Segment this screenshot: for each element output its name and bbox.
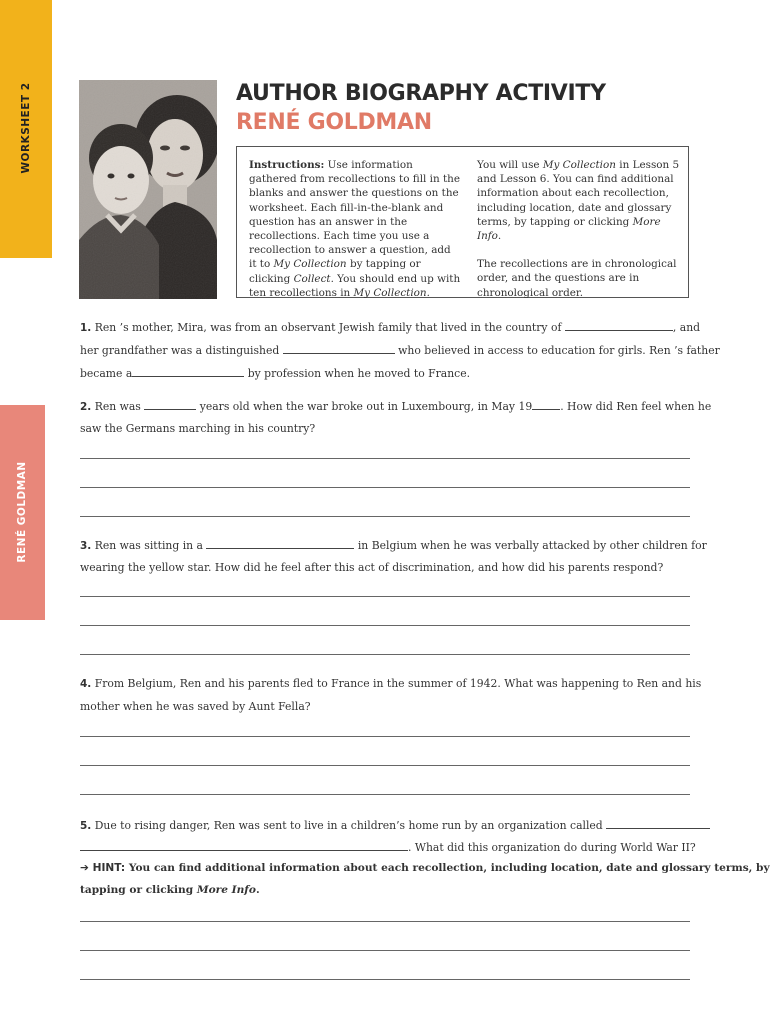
question-text: her grandfather was a distinguished xyxy=(80,344,283,357)
question-text: . What did this organization do during World War II? xyxy=(408,841,696,854)
question-5-line-1 xyxy=(80,818,710,832)
blank-profession-father[interactable] xyxy=(132,366,244,377)
answer-line[interactable] xyxy=(80,765,690,766)
question-text: became a xyxy=(80,367,133,380)
question-2-line-1 xyxy=(80,399,711,413)
question-4-line-1 xyxy=(80,677,701,690)
arrow-right-icon: ➔ xyxy=(80,862,89,874)
blank-country[interactable] xyxy=(565,320,673,331)
instructions-emphasis: Collect xyxy=(293,272,331,285)
answer-line[interactable] xyxy=(80,487,690,488)
page-subtitle: RENÉ GOLDMAN xyxy=(236,110,432,135)
instructions-text: Use information gathered from recollections to fill in the blanks and answer the questions on the worksheet. Each fill-in-the-blank and question has an answer in the recollections. Each time you use a recollection to answer a question, add it to xyxy=(249,159,460,271)
question-text: in Belgium when he was verbally attacked by other children for xyxy=(354,539,707,552)
answer-line[interactable] xyxy=(80,794,690,795)
instructions-paragraph xyxy=(477,158,682,243)
hint-text: You can find additional information about each recollection, including location, date and glossary terms, by xyxy=(125,862,770,874)
question-number: 4. xyxy=(80,678,92,690)
hint-line-2 xyxy=(80,884,260,896)
answer-line[interactable] xyxy=(80,625,690,626)
question-text: Ren ’s mother, Mira, was from an observant Jewish family that lived in the country of xyxy=(91,321,565,334)
instructions-text: You will use xyxy=(477,159,543,171)
worksheet-tab xyxy=(0,0,52,258)
question-number: 5. xyxy=(80,820,92,832)
instructions-text: by tapping or clicking xyxy=(249,258,421,285)
answer-line[interactable] xyxy=(80,950,690,951)
answer-line[interactable] xyxy=(80,458,690,459)
instructions-box xyxy=(236,146,689,298)
page-title: AUTHOR BIOGRAPHY ACTIVITY xyxy=(236,81,606,106)
answer-line[interactable] xyxy=(80,516,690,517)
question-text: Ren was xyxy=(91,400,145,413)
blank-year[interactable] xyxy=(532,399,560,410)
blank-profession-grandfather[interactable] xyxy=(283,343,395,354)
instructions-emphasis: My Collection xyxy=(542,159,616,171)
question-1-line-1 xyxy=(80,320,700,334)
question-text: who believed in access to education for girls. Ren ’s father xyxy=(394,344,720,357)
question-1-line-2 xyxy=(80,343,720,357)
question-number: 3. xyxy=(80,540,92,552)
question-number: 1. xyxy=(80,322,92,334)
instructions-text: . xyxy=(497,230,502,243)
hint-line-1 xyxy=(80,862,770,874)
answer-line[interactable] xyxy=(80,921,690,922)
name-tab-label: RENÉ GOLDMAN xyxy=(16,461,28,563)
question-text: From Belgium, Ren and his parents fled to France in the summer of 1942. What was happening to Ren and his xyxy=(91,677,702,690)
question-3-line-2: wearing the yellow star. How did he feel after this act of discrimination, and how did his parents respond? xyxy=(80,561,664,574)
question-4-line-2: mother when he was saved by Aunt Fella? xyxy=(80,700,311,713)
instructions-paragraph: The recollections are in chronological order, and the questions are in chronological order. xyxy=(477,258,677,299)
question-text: Ren was sitting in a xyxy=(91,539,207,552)
blank-place[interactable] xyxy=(206,538,354,549)
instructions-emphasis: More Info xyxy=(477,215,661,243)
hint-label: HINT: xyxy=(92,862,126,874)
hint-text: . xyxy=(255,884,260,896)
answer-line[interactable] xyxy=(80,979,690,980)
instructions-label: Instructions: xyxy=(249,159,325,171)
name-tab xyxy=(0,405,45,620)
answer-line[interactable] xyxy=(80,654,690,655)
author-photo xyxy=(79,80,217,299)
instructions-column-1 xyxy=(249,158,461,300)
question-text: years old when the war broke out in Luxembourg, in May 19 xyxy=(196,400,533,413)
hint-emphasis: More Info xyxy=(196,884,256,896)
answer-line[interactable] xyxy=(80,596,690,597)
answer-line[interactable] xyxy=(80,736,690,737)
blank-organization[interactable] xyxy=(606,818,710,829)
question-1-line-3 xyxy=(80,366,470,380)
instructions-emphasis: My Collection xyxy=(273,258,347,271)
question-number: 2. xyxy=(80,401,92,413)
question-text: Due to rising danger, Ren was sent to live in a children’s home run by an organization called xyxy=(91,819,607,832)
question-3-line-1 xyxy=(80,538,707,552)
instructions-text: . You should end up with ten recollections in xyxy=(249,272,461,299)
worksheet-tab-label: WORKSHEET 2 xyxy=(20,82,32,174)
instructions-emphasis: My Collection xyxy=(353,286,427,299)
blank-organization-continued[interactable] xyxy=(80,840,408,851)
question-text: . How did Ren feel when he xyxy=(560,400,712,413)
instructions-column-2 xyxy=(477,158,682,314)
question-2-line-2: saw the Germans marching in his country? xyxy=(80,422,316,435)
question-text: , and xyxy=(672,321,701,334)
instructions-text: . xyxy=(426,286,430,299)
hint-text: tapping or clicking xyxy=(80,884,197,896)
instructions-text: in Lesson 5 and Lesson 6. You can find additional information about each recollection, including location, date and glossary terms, by tapping or clicking xyxy=(477,159,680,228)
blank-age[interactable] xyxy=(144,399,196,410)
question-text: by profession when he moved to France. xyxy=(244,367,471,380)
question-5-line-2 xyxy=(80,840,696,854)
